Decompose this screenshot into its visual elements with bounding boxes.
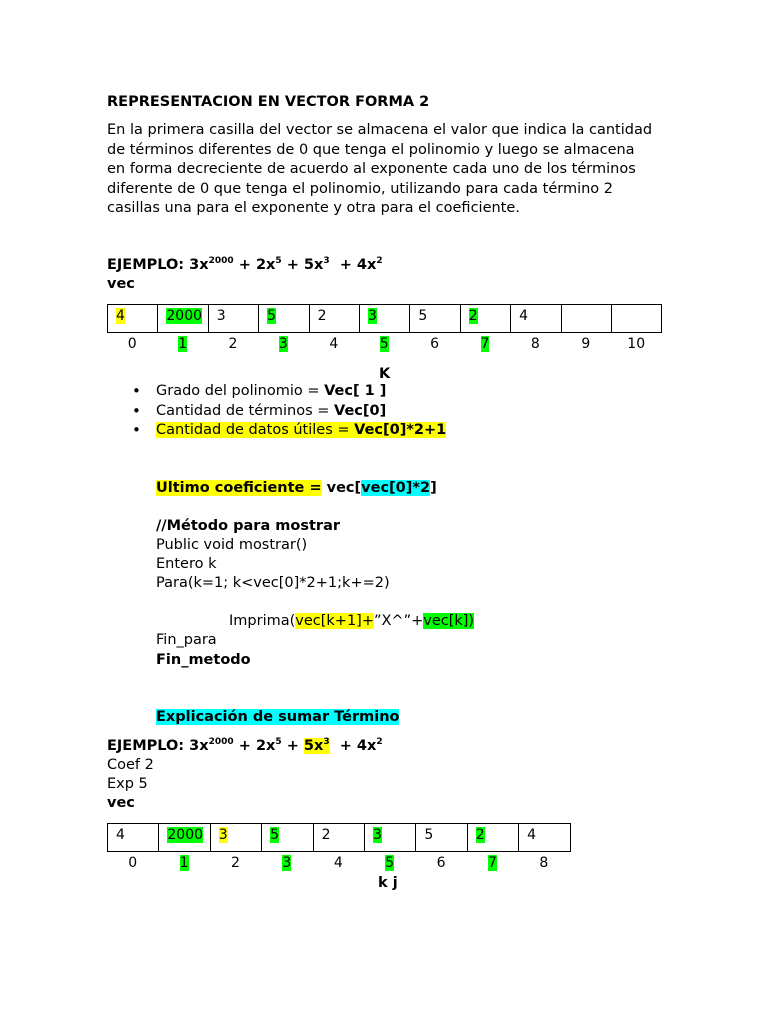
code-line: Public void mostrar()	[156, 537, 308, 553]
list-item: • Grado del polinomio = Vec[ 1 ]	[132, 382, 446, 402]
intro-line: en forma decreciente de acuerdo al exponente cada uno de los términos	[107, 161, 636, 177]
vector-cell: 5	[416, 824, 467, 852]
term: $2x^5$ +	[255, 256, 304, 273]
vector-cell: 2	[467, 824, 518, 852]
vector-table-1	[107, 304, 662, 333]
vector-cell: 5	[259, 305, 309, 333]
term: $4x^2$	[356, 737, 383, 754]
list-item: • Cantidad de términos = Vec[0]	[132, 402, 446, 422]
vector-cell: 4	[511, 305, 561, 333]
term: $4x^2$	[356, 256, 383, 273]
vector-cell: 2000	[159, 824, 210, 852]
vec-label: vec	[107, 276, 135, 292]
code-line: Entero k	[156, 556, 217, 572]
exp-line: Exp 5	[107, 776, 148, 792]
vector-cell: 2000	[158, 305, 208, 333]
pointer-kj: k j	[378, 875, 398, 891]
vector-cell: 4	[519, 824, 570, 852]
example-label: EJEMPLO:	[107, 257, 190, 273]
term: $3x^{2000}$ +	[189, 256, 256, 273]
term: $3x^{2000}$ +	[189, 737, 256, 754]
vector-index: 7	[480, 336, 490, 352]
term: $5x^3$	[303, 737, 330, 754]
vector-index: 0	[128, 855, 138, 871]
pointer-k: K	[379, 366, 391, 382]
vector-index: 1	[179, 855, 189, 871]
intro-line: En la primera casilla del vector se almacena el valor que indica la cantidad	[107, 122, 653, 138]
vector-cell: 3	[210, 824, 261, 852]
term: $5x^3$ +	[303, 256, 357, 273]
vector-index: 3	[282, 855, 292, 871]
vector-index: 2	[231, 855, 240, 871]
vector-table-2	[107, 823, 571, 852]
example1-formula	[107, 257, 383, 273]
vector-index: 1	[178, 336, 188, 352]
vector-cell	[611, 305, 661, 333]
section-title: Explicación de sumar Término	[156, 709, 400, 725]
properties-list	[132, 382, 446, 441]
page-title: REPRESENTACION EN VECTOR FORMA 2	[107, 94, 430, 110]
vector-index: 10	[627, 336, 646, 352]
vector-cell: 3	[208, 305, 258, 333]
vector-index: 9	[581, 336, 591, 352]
vector-index: 2	[228, 336, 238, 352]
code-line: Para(k=1; k<vec[0]*2+1;k+=2)	[156, 575, 390, 591]
intro-line: casillas una para el exponente y otra para el coeficiente.	[107, 200, 520, 216]
intro-line: diferente de 0 que tenga el polinomio, utilizando para cada término 2	[107, 180, 614, 197]
example2-formula: EJEMPLO: $3x^{2000} + 2x^5 + 5x^3 + 4x^2$	[107, 737, 383, 754]
vector-index: 8	[539, 855, 549, 871]
vector-index: 7	[488, 855, 497, 871]
code-print-line: Imprima(vec[k+1]+”X^”+vec[k])	[229, 613, 475, 629]
vector-cell: 2	[309, 305, 359, 333]
vector-cell: 2	[460, 305, 510, 333]
list-item: • Cantidad de datos útiles = Vec[0]*2+1	[132, 421, 446, 441]
coef-line: Coef 2	[107, 757, 154, 773]
intro-paragraph	[107, 121, 667, 219]
vector-index: 4	[333, 855, 343, 871]
vec-label: vec	[107, 795, 135, 811]
term: $2x^5$ +	[255, 737, 304, 754]
code-line: Fin_para	[156, 632, 217, 648]
vector-cell: 5	[410, 305, 460, 333]
vector-index: 5	[385, 855, 395, 871]
vector-cell	[561, 305, 611, 333]
vector-index: 3	[278, 336, 288, 352]
vector-cell: 2	[313, 824, 364, 852]
vector-index: 0	[127, 336, 137, 352]
intro-line: de términos diferentes de 0 que tenga el polinomio y luego se almacena	[107, 141, 635, 158]
vector-cell: 4	[108, 305, 158, 333]
vector-index: 6	[430, 336, 440, 352]
vector-index: 6	[436, 855, 446, 871]
vector-cell: 4	[108, 824, 159, 852]
vector-cell: 3	[359, 305, 409, 333]
code-line: Fin_metodo	[156, 652, 251, 668]
code-comment: //Método para mostrar	[156, 518, 341, 534]
vector-cell: 3	[364, 824, 415, 852]
vector-cell: 5	[262, 824, 313, 852]
ultimo-coeficiente: Ultimo coeficiente = vec[vec[0]*2]	[156, 480, 437, 496]
vector-index: 5	[379, 336, 389, 352]
vector-index: 4	[329, 336, 339, 352]
vector-index: 8	[530, 336, 540, 352]
